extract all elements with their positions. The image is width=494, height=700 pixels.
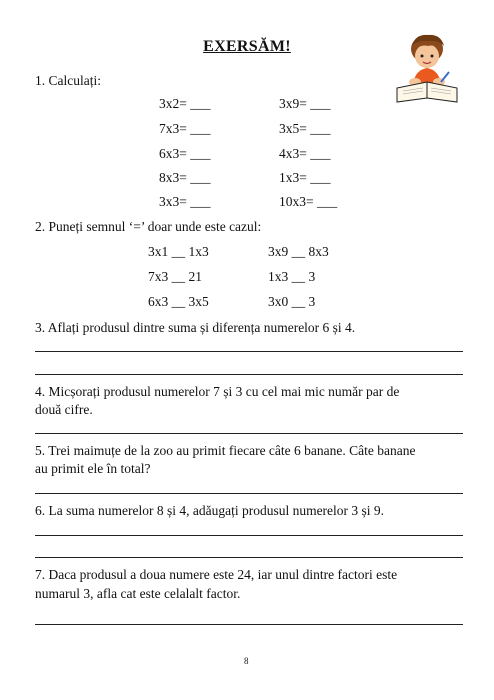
ex2-item: 1x3 __ 3 (268, 269, 316, 284)
ex1-item: 3x5= ___ (279, 121, 331, 136)
ex1-item: 8x3= ___ (159, 170, 211, 185)
ex1-item: 10x3= ___ (279, 194, 338, 209)
ex2-item: 6x3 __ 3x5 (148, 294, 209, 309)
ex5-text-line1: 5. Trei maimuțe de la zoo au primit fiecare câte 6 banane. Câte banane (35, 443, 416, 458)
answer-line (35, 493, 463, 494)
ex1-item: 4x3= ___ (279, 146, 331, 161)
ex4-text-line2: două cifre. (35, 402, 93, 417)
ex1-item: 1x3= ___ (279, 170, 331, 185)
ex2-heading: 2. Puneți semnul ‘=’ doar unde este cazul: (35, 219, 262, 234)
ex1-heading: 1. Calculați: (35, 73, 101, 88)
ex4-text-line1: 4. Micșorați produsul numerelor 7 și 3 cu cel mai mic număr par de (35, 384, 400, 399)
ex1-item: 6x3= ___ (159, 146, 211, 161)
ex2-item: 3x1 __ 1x3 (148, 244, 209, 259)
answer-line (35, 557, 463, 558)
ex5-text-line2: au primit ele în total? (35, 461, 151, 476)
page-title: EXERSĂM! (203, 38, 291, 55)
ex2-item: 7x3 __ 21 (148, 269, 202, 284)
answer-line (35, 351, 463, 352)
answer-line (35, 535, 463, 536)
ex7-text-line1: 7. Daca produsul a doua numere este 24, iar unul dintre factori este (35, 567, 398, 582)
ex3-text: 3. Aflați produsul dintre suma și diferența numerelor 6 și 4. (35, 320, 356, 335)
ex2-item: 3x0 __ 3 (268, 294, 316, 309)
ex2-item: 3x9 __ 8x3 (268, 244, 329, 259)
ex1-item: 3x9= ___ (279, 96, 331, 111)
answer-line (35, 624, 463, 625)
boy-writing-in-book-icon (395, 32, 461, 106)
answer-line (35, 433, 463, 434)
page-number: 8 (244, 656, 249, 666)
answer-line (35, 374, 463, 375)
ex6-text: 6. La suma numerelor 8 și 4, adăugați produsul numerelor 3 și 9. (35, 503, 385, 518)
ex1-item: 3x2= ___ (159, 96, 211, 111)
ex1-item: 7x3= ___ (159, 121, 211, 136)
ex7-text-line2: numarul 3, afla cat este celalalt factor. (35, 586, 241, 601)
ex1-item: 3x3= ___ (159, 194, 211, 209)
